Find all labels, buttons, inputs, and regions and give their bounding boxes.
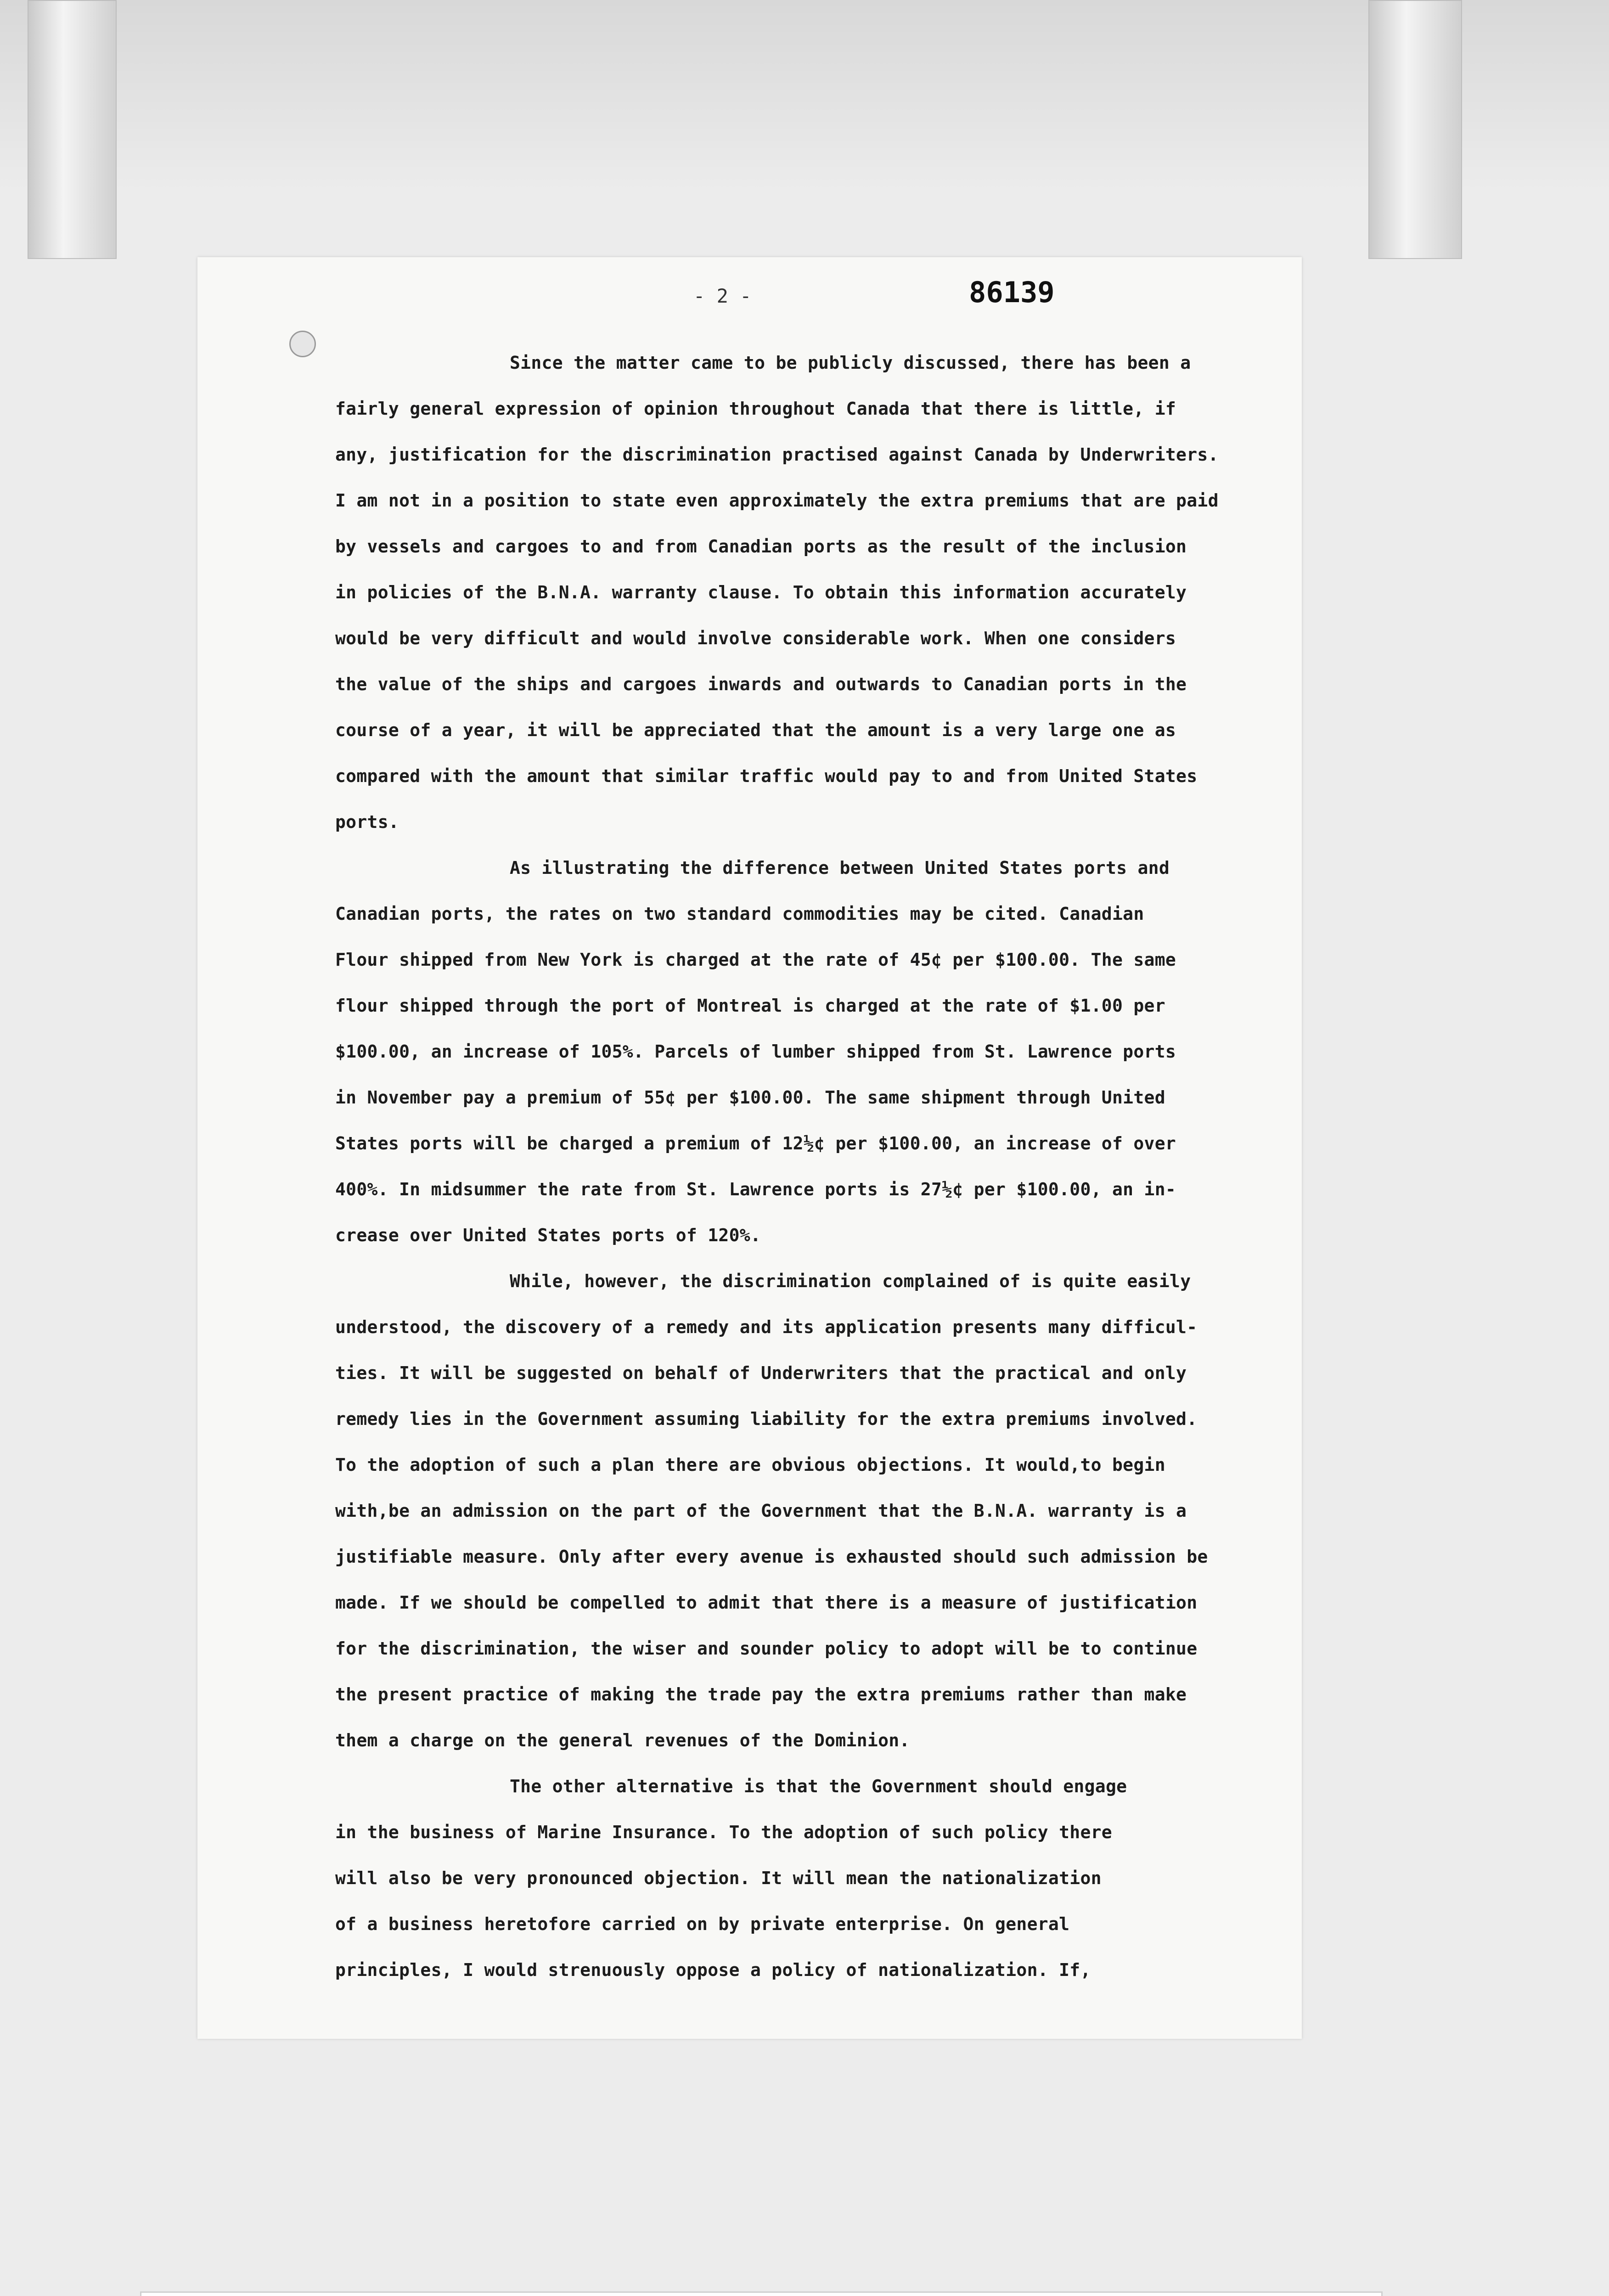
document-number: 86139 — [969, 276, 1055, 309]
text-line: flour shipped through the port of Montreal is charged at the rate of $1.00 per — [335, 996, 1165, 1016]
microfilm-frame — [0, 0, 1609, 193]
paper-clip-top-left — [28, 0, 117, 259]
text-line: The other alternative is that the Government should engage — [510, 1776, 1127, 1796]
text-line: would be very difficult and would involve considerable work. When one considers — [335, 628, 1176, 648]
text-line: understood, the discovery of a remedy and its application presents many difficul- — [335, 1317, 1198, 1337]
text-line: ports. — [335, 812, 399, 832]
paragraph — [335, 845, 1286, 1258]
text-line: any, justification for the discrimination practised against Canada by Underwriters. — [335, 445, 1219, 465]
text-line: in November pay a premium of 55¢ per $100.00. The same shipment through United — [335, 1087, 1165, 1108]
text-line: 400%. In midsummer the rate from St. Lawrence ports is 27½¢ per $100.00, an in- — [335, 1179, 1176, 1199]
text-line: made. If we should be compelled to admit that there is a measure of justification — [335, 1593, 1198, 1613]
paragraph — [335, 1763, 1286, 1993]
text-line: in the business of Marine Insurance. To the adoption of such policy there — [335, 1822, 1112, 1842]
paragraph — [335, 1258, 1286, 1763]
paper-clip-top-right — [1368, 0, 1462, 259]
archive-stamp — [140, 2291, 1383, 2296]
text-line: While, however, the discrimination complained of is quite easily — [510, 1271, 1191, 1291]
text-line: of a business heretofore carried on by private enterprise. On general — [335, 1914, 1070, 1934]
text-line: Since the matter came to be publicly discussed, there has been a — [510, 353, 1191, 373]
text-line: for the discrimination, the wiser and sounder policy to adopt will be to continue — [335, 1638, 1198, 1659]
text-line: ties. It will be suggested on behalf of Underwriters that the practical and only — [335, 1363, 1187, 1383]
text-line: by vessels and cargoes to and from Canadian ports as the result of the inclusion — [335, 536, 1187, 557]
text-line: fairly general expression of opinion throughout Canada that there is little, if — [335, 399, 1176, 419]
text-line: principles, I would strenuously oppose a policy of nationalization. If, — [335, 1960, 1091, 1980]
text-line: the value of the ships and cargoes inwards and outwards to Canadian ports in the — [335, 674, 1187, 694]
text-line: crease over United States ports of 120%. — [335, 1225, 761, 1245]
text-line: $100.00, an increase of 105%. Parcels of lumber shipped from St. Lawrence ports — [335, 1041, 1176, 1062]
punch-hole-icon — [289, 331, 316, 357]
text-line: justifiable measure. Only after every avenue is exhausted should such admission be — [335, 1547, 1208, 1567]
text-line: Flour shipped from New York is charged at the rate of 45¢ per $100.00. The same — [335, 950, 1176, 970]
text-line: the present practice of making the trade pay the extra premiums rather than make — [335, 1684, 1187, 1705]
paragraph — [335, 340, 1286, 845]
letter-body — [335, 340, 1286, 1993]
document-page — [197, 257, 1302, 2039]
text-line: will also be very pronounced objection. It will mean the nationalization — [335, 1868, 1102, 1888]
text-line: course of a year, it will be appreciated that the amount is a very large one as — [335, 720, 1176, 740]
text-line: remedy lies in the Government assuming liability for the extra premiums involved. — [335, 1409, 1198, 1429]
text-line: I am not in a position to state even approximately the extra premiums that are paid — [335, 490, 1219, 511]
text-line: with,be an admission on the part of the Government that the B.N.A. warranty is a — [335, 1501, 1187, 1521]
text-line: compared with the amount that similar traffic would pay to and from United States — [335, 766, 1198, 786]
text-line: As illustrating the difference between United States ports and — [510, 858, 1170, 878]
page-number: - 2 - — [693, 285, 752, 307]
text-line: States ports will be charged a premium of 12½¢ per $100.00, an increase of over — [335, 1133, 1176, 1154]
text-line: in policies of the B.N.A. warranty clause. To obtain this information accurately — [335, 582, 1187, 602]
text-line: them a charge on the general revenues of the Dominion. — [335, 1730, 910, 1750]
text-line: Canadian ports, the rates on two standard commodities may be cited. Canadian — [335, 904, 1144, 924]
text-line: To the adoption of such a plan there are obvious objections. It would,to begin — [335, 1455, 1165, 1475]
